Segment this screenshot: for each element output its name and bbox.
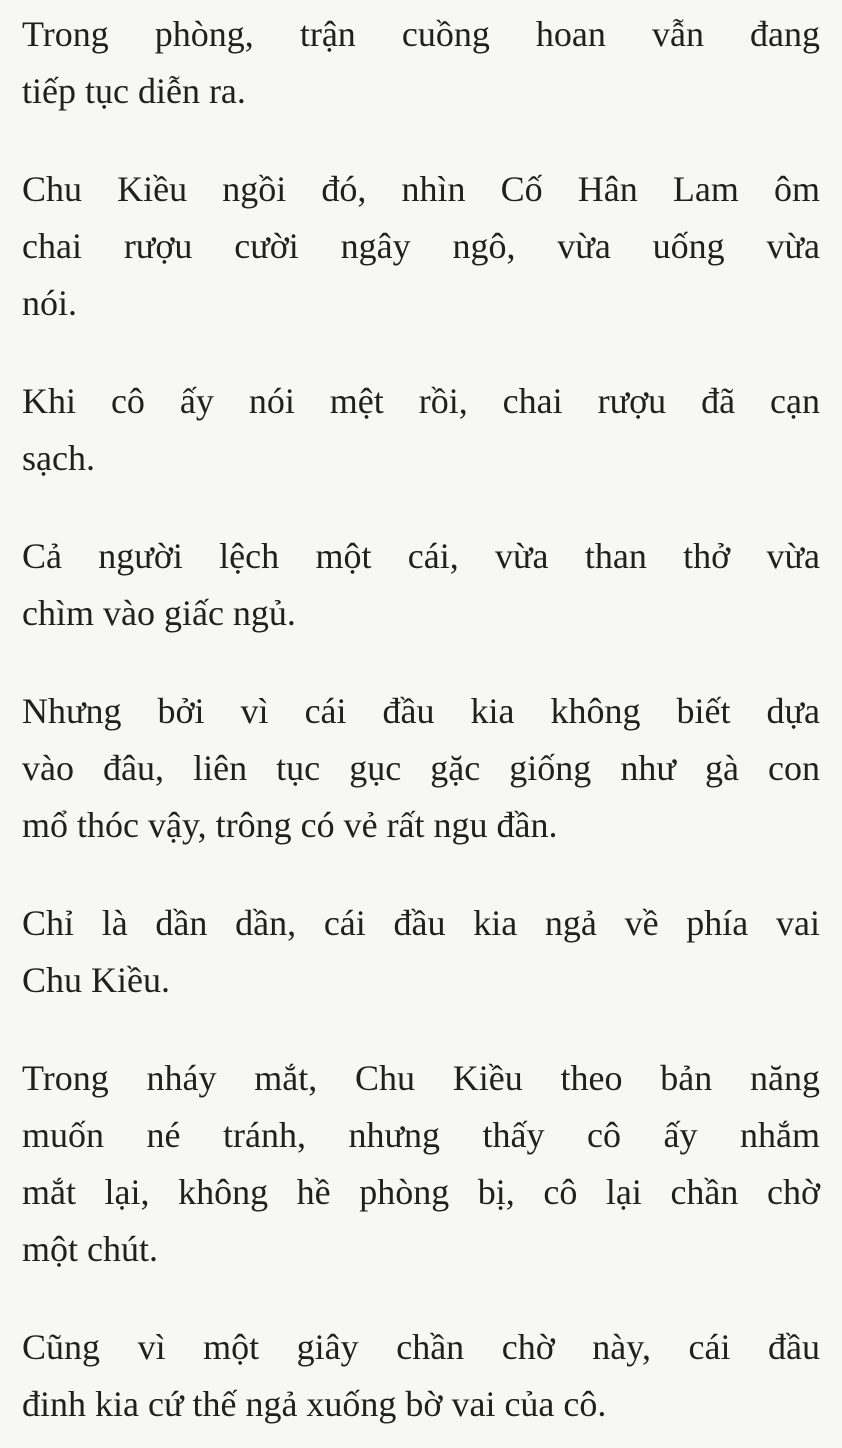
text-line: Trong nháy mắt, Chu Kiều theo bản năng <box>22 1058 820 1098</box>
text-line: Cả người lệch một cái, vừa than thở vừa <box>22 536 820 576</box>
text-line: Chu Kiều ngồi đó, nhìn Cố Hân Lam ôm <box>22 169 820 209</box>
paragraph <box>22 1050 820 1278</box>
text-line: mắt lại, không hề phòng bị, cô lại chần chờ <box>22 1172 820 1212</box>
paragraph <box>22 161 820 332</box>
text-line: nói. <box>22 283 78 323</box>
text-line: vào đâu, liên tục gục gặc giống như gà con <box>22 748 820 788</box>
text-line: Chỉ là dần dần, cái đầu kia ngả về phía vai <box>22 903 820 943</box>
text-line: Nhưng bởi vì cái đầu kia không biết dựa <box>22 691 820 731</box>
text-line: chìm vào giấc ngủ. <box>22 593 296 633</box>
paragraph <box>22 373 820 487</box>
text-line: Khi cô ấy nói mệt rồi, chai rượu đã cạn <box>22 381 820 421</box>
paragraph <box>22 6 820 120</box>
text-line: Cũng vì một giây chần chờ này, cái đầu <box>22 1327 820 1367</box>
text-line: chai rượu cười ngây ngô, vừa uống vừa <box>22 226 820 266</box>
text-line: tiếp tục diễn ra. <box>22 71 246 111</box>
text-line: muốn né tránh, nhưng thấy cô ấy nhắm <box>22 1115 820 1155</box>
text-line: đinh kia cứ thế ngả xuống bờ vai của cô. <box>22 1384 607 1424</box>
paragraph <box>22 1319 820 1433</box>
paragraph <box>22 683 820 854</box>
text-line: mổ thóc vậy, trông có vẻ rất ngu đần. <box>22 805 558 845</box>
paragraph <box>22 895 820 1009</box>
text-line: Chu Kiều. <box>22 960 170 1000</box>
text-line: Trong phòng, trận cuồng hoan vẫn đang <box>22 14 820 54</box>
text-line: sạch. <box>22 438 95 478</box>
text-line: một chút. <box>22 1229 158 1269</box>
paragraph <box>22 528 820 642</box>
